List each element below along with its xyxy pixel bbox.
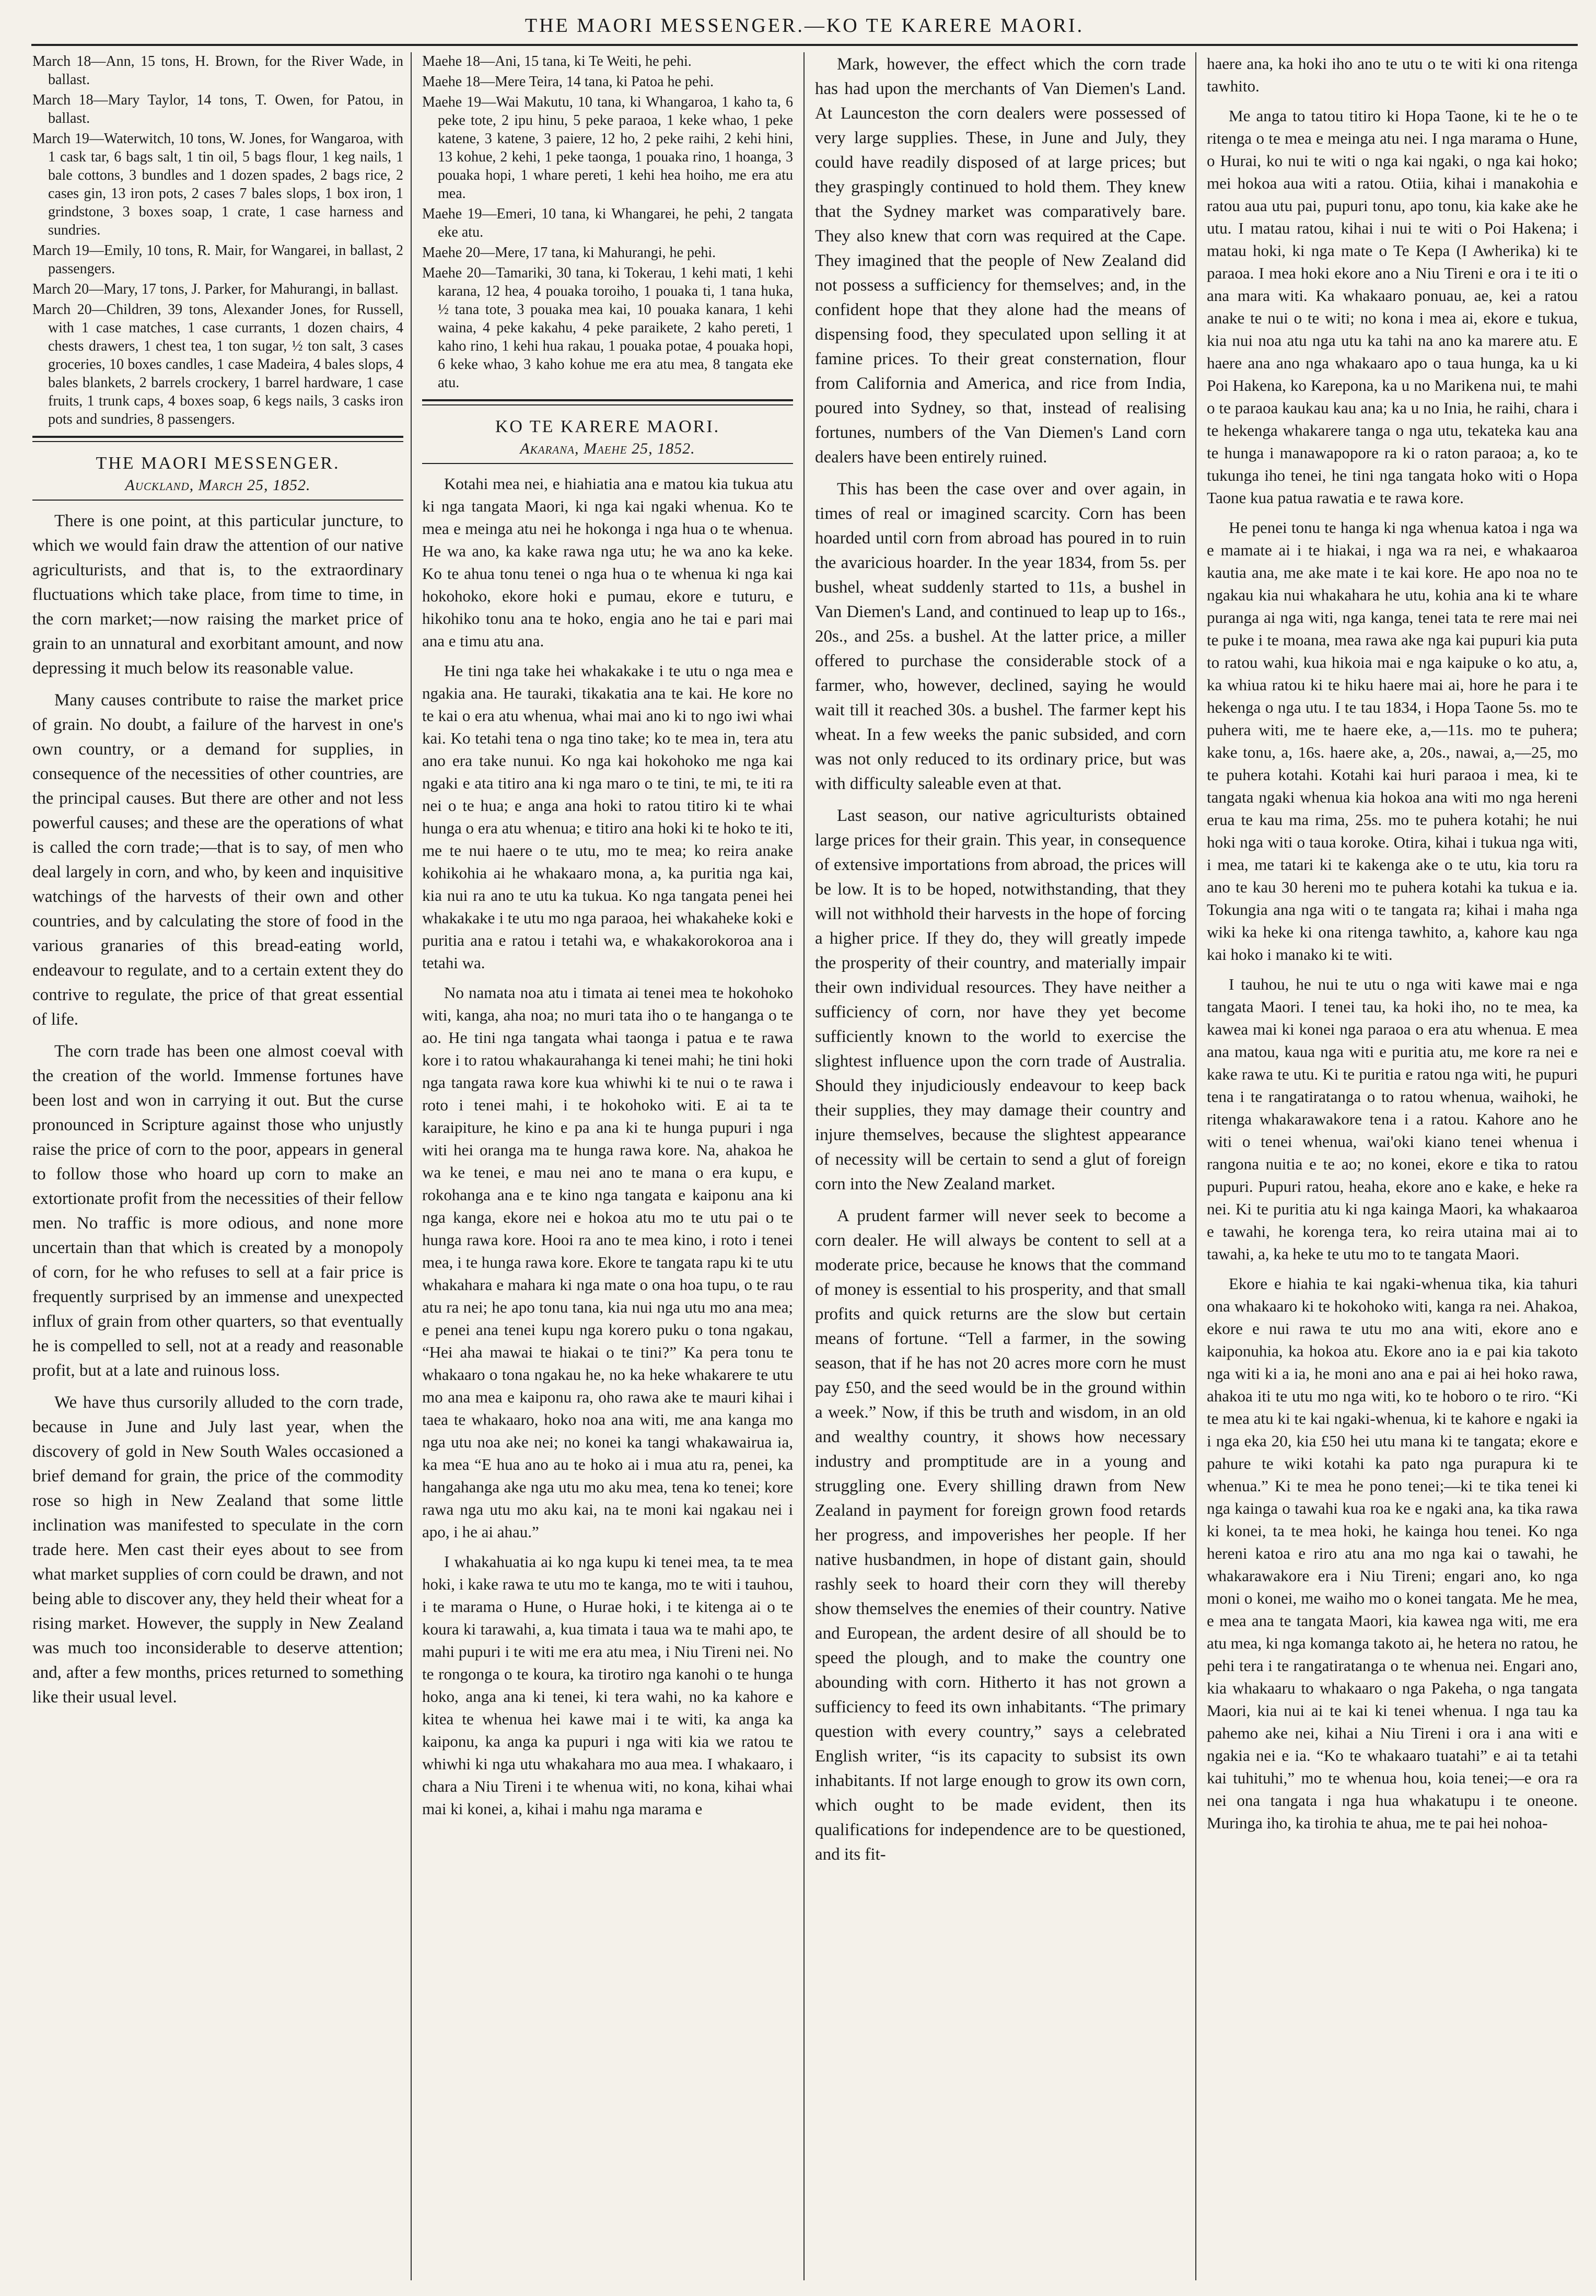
- article-paragraph: Mark, however, the effect which the corn trade has had upon the merchants of Van Diemen's Land. At Launceston the corn dealers were possessed of very large supplies. These, in June and July, they could have readily disposed of at large prices; but they graspingly continued to hold them. They knew that the Sydney market was comparatively bare. They also knew that corn was required at the Cape. They imagined that the people of New Zealand did not possess a sufficiency for themselves; and, in the confident hope that they alone had the means of dispensing food, they speculated upon selling it at famine prices. To their great consternation, flour from California and America, and rice from India, poured into Sydney, so that, instead of realising fortunes, numbers of the Van Diemen's Land corn dealers have been entirely ruined.: [815, 55, 1186, 467]
- article-paragraph: Kotahi mea nei, e hiahiatia ana e matou kia tukua atu ki nga tangata Maori, ki nga kai ngaki whenua. Ko te mea e meinga atu nei he hokonga i nga hua o te whenua. He wa ano, ka kake rawa nga utu; he wa ano ka keke. Ko te ahua tonu tenei o nga hua o te whenua ki nga kai hokohoko, ekore hoki e pumau, ekore e tuturu, e hikohiko tonu ana te hoko, engia ano he tai e pari mai ana e timu atu ana.: [422, 474, 793, 650]
- shipping-entry: March 18—Ann, 15 tons, H. Brown, for the River Wade, in ballast.: [32, 53, 403, 88]
- shipping-entry: Maehe 18—Ani, 15 tana, ki Te Weiti, he pehi.: [422, 53, 692, 69]
- section-rule: [32, 436, 403, 442]
- column-divider: [1195, 52, 1196, 2280]
- shipping-entry: March 19—Waterwitch, 10 tons, W. Jones, for Wangaroa, with 1 cask tar, 6 bags salt, 1 tin oil, 5 bags flour, 1 keg nails, 1 bale cottons, 3 bundles and 1 dozen spades, 2 bags rice, 2 cases gin, 13 iron pots, 2 cases 7 bales slops, 1 box iron, 1 grindstone, 3 boxes soap, 1 crate, 1 case harness and sundries.: [32, 131, 403, 238]
- english-dateline: Auckland, March 25, 1852.: [125, 477, 311, 494]
- shipping-list-maori: [422, 52, 793, 392]
- article-paragraph: Me anga to tatou titiro ki Hopa Taone, ki te he o te ritenga o te mea e meinga atu nei. I nga marama o Hune, o Hurai, ko nui te witi o nga kai ngaki, o nga kai hoko; mei hokoa aua witi a ratou. Otiia, kihai i manakohia e ratou aua utu pai, pupuri tonu, apo tonu, kia kake ake he utu. I matau ratou, kihai i nui te witi o Poi Hakena; i matau hoki, ki nga mate o Te Kepa (I Awherika) ki te paraoa. I mea hoki ekore ano a Niu Tireni e ora i te iti o ana mara witi. Ka whakaaro ponuau, ae, kei a ratou anake te nui o te witi; no kona i mea ai, ekore e tukua, kia nui noa atu nga utu ka tahi na ano ka marere atu. E haere ana ano nga whakaaro apo o taua hunga, ka u ki Poi Hakena, ko Karepona, ka u no Marikena nui, te mahi o te paraoa kaukau kau ana; ka u no Inia, he raihi, chara i te hekenga whakarere tanga o nga utu, tekateka kau ana te hunga i manawapopore ra ki o raton paraoa; a, ko te tukunga iho tenei, he tini nga tangata hoko witi o Hopa Taone kua patua rawatia e te rawa kore.: [1207, 107, 1578, 507]
- article-paragraph: Last season, our native agriculturists obtained large prices for their grain. This year, in consequence of extensive importations from abroad, the prices will be low. It is to be hoped, notwithstanding, that they will not withhold their harvests in the hope of forcing a higher price. If they do, they will greatly impede the prosperity of their country, and materially impair their own individual resources. They have neither a sufficiency of corn, nor have they yet become sufficiently known to the world to exercise the slightest influence upon the corn trade of Australia. Should they injudiciously endeavour to keep back their supplies, they may damage their country and injure themselves, because the slightest appearance of necessity will be certain to send a glut of foreign corn into the New Zealand market.: [815, 806, 1186, 1193]
- section-rule: [422, 399, 793, 405]
- maori-title: KO TE KARERE MAORI.: [495, 417, 720, 436]
- article-paragraph: Ekore e hiahia te kai ngaki-whenua tika, kia tahuri ona whakaaro ki te hokohoko witi, kanga ra nei. Ahakoa, ekore e nui rawa te utu mo ana witi, ekore ano e kaiponuhia, ka hokoa atu. Ekore ano ia e pai kia takoto nga witi ki a ia, he moni ano ana e pai ai hei hoko rawa, ahakoa iti te utu mo nga witi, ko te hoboro o te riro. “Ki te mea atu ki te kai ngaki-whenua, ki te kahore e ngaki ia i nga eka 20, kia £50 hei utu mana ki te tangata; ekore e pahure te wiki kotahi ka pato nga purapura ki te whenua.” Ki te mea he pono tenei;—ki te tika tenei ki nga kainga o tawahi kua roa ke e ngaki ana, ka tika rawa ki konei, ta te mea hoki, he kainga hou tenei. Ko nga hereni katoa e riro atu ana mo nga kai o tawahi, he whakarawakore era i Niu Tireni; engari ano, ko nga moni o konei, me waiho mo o konei tangata. Me he mea, e mea ana te tangata Maori, kia kawea nga witi, me era atu mea, ki nga komanga takoto ai, he hetera no ratou, he pehi tera i te rangatiratanga o te whenua nei. Engari ano, kia whakaaru to whakaaro o nga Pakeha, o nga tangata Maori, kia nui ai te kai ki tenei whenua. I nga tau ka pahemo ake nei, kihai a Niu Tireni i ora i ana witi e ngakia nei e ia. “Ko te whakaaro tuatahi” e ai ta tetahi kai tuhituhi,” mo te whenua hou, koia tenei;—e ora ra nei ona tangata i nga hua whakatupu i te oneone. Muringa iho, ka tirohia te ahua, me te pai hei nohoa-: [1207, 1274, 1578, 1832]
- article-paragraph: I whakahuatia ai ko nga kupu ki tenei mea, ta te mea hoki, i kake rawa te utu mo te kanga, mo te witi i tauhou, i te marama o Hune, o Hurae hoki, i te kitenga ai o te koura ki tarawahi, a, kua timata i taua wa te mahi apo, te mahi pupuri i te witi me era atu mea, i Niu Tireni nei. No te rongonga o te koura, ka tirotiro nga kanohi o te hunga hoko, anga ana ki tenei, ki tera wahi, no ka kahore e kitea te whenua hei kawe mai i te witi, ka anga ka kaiponu, ka anga ka pupuri i nga witi kia we ratou te whiwhi ki nga utu whakahara mo aua mea. I whakaaro, i chara a Niu Tireni i te whenua witi, no kona, kihai whai mai ki konei, a, kihai i mahu nga marama e: [422, 1552, 793, 1818]
- column-divider: [411, 52, 412, 2280]
- maori-masthead: [422, 413, 793, 464]
- column-maori-2: [1207, 52, 1578, 2280]
- article-paragraph: We have thus cursorily alluded to the corn trade, because in June and July last year, when the discovery of gold in New South Wales occasioned a brief demand for grain, the price of the commodity rose so high in New Zealand that some little inclination was manifested to speculate in the corn trade here. Men cast their eyes about to see from what market supplies of corn could be drawn, and not being able to discover any, they held their wheat for a rising market. However, the supply in New Zealand was much too inconsiderable to deserve attention; and, after a few months, prices returned to something like their usual level.: [32, 1393, 403, 1707]
- shipping-entry: Maehe 19—Wai Makutu, 10 tana, ki Whangaroa, 1 kaho ta, 6 peke tote, 2 ipu hinu, 5 peke paraoa, 1 keke whao, 1 peke katene, 3 katene, 3 paiere, 12 ho, 2 peke raihi, 2 kehi hini, 13 kohue, 2 kehi, 1 peke taonga, 1 pouaka rino, 1 hoanga, 3 pouaka hopi, 1 whare pereti, 1 kehi hea hoiho, me era atu mea.: [422, 94, 793, 202]
- shipping-entry: March 19—Emily, 10 tons, R. Mair, for Wangarei, in ballast, 2 passengers.: [32, 242, 403, 277]
- shipping-entry: March 20—Children, 39 tons, Alexander Jones, for Russell, with 1 case matches, 1 case currants, 1 dozen chairs, 4 chests drawers, 1 chest tea, 1 ton sugar, ½ ton salt, 3 cases groceries, 10 boxes candles, 1 case Madeira, 4 bales slops, 4 bales blankets, 2 barrels crockery, 1 barrel hardware, 1 case fruits, 1 trunk caps, 4 boxes soap, 6 kegs nails, 3 casks iron pots and sundries, 8 passengers.: [32, 302, 403, 427]
- article-paragraph: The corn trade has been one almost coeval with the creation of the world. Immense fortunes have been lost and won in carrying it out. But the curse pronounced in Scripture against those who unjustly raise the price of corn to the poor, appears in general to follow those who hoard up corn to make an extortionate profit from the necessities of their fellow men. No traffic is more odious, and none more uncertain than that which is created by a monopoly of corn, for he who refuses to sell at a fair price is frequently surprised by an immense and unexpected influx of grain from other quarters, so that eventually he is compelled to sell, not at a ready and reasonable profit, but at a late and ruinous loss.: [32, 1042, 403, 1380]
- column-maori-1: [422, 52, 793, 2280]
- column-english-1: [32, 52, 403, 2280]
- english-masthead: [32, 449, 403, 501]
- column-divider: [803, 52, 805, 2280]
- article-paragraph: He tini nga take hei whakakake i te utu o nga mea e ngakia ana. He tauraki, tikakatia ana te kai. He kore no te kai o era atu whenua, whai mai ano ki to ngo iwi whai kai. Ko tetahi tena o nga tino take; ko te mea in, tera atu ano era take nunui. Ko nga kai hokohoko me nga kai ngaki e ata titiro ana ki nga maro o te tini, te mi, te iti ra nei o te hua; e anga ana hoki to ratou titiro ki te whai hunga o era atu whenua; e titiro ana hoki ki te hoko te iti, me te nui haere o te utu, mo te mea; ko reira anake kohikohia ai he whakaaro mona, a, ka puritia nga kai, kia nui ra ano te utu ka tukua. Ko nga tangata penei hei whakakake i te utu mo nga paraoa, hei whakaheke koki e puritia ana e ratou i tetahi wa, e whakakorokoroa ana i tetahi wa.: [422, 662, 793, 972]
- english-title: THE MAORI MESSENGER.: [96, 454, 340, 473]
- shipping-entry: Maehe 20—Tamariki, 30 tana, ki Tokerau, 1 kehi mati, 1 kehi karana, 12 hea, 4 pouaka toroiho, 1 pouaka ti, 1 tana huka, ½ tana tote, 3 pouaka mea kai, 10 pouaka kanara, 1 kehi waina, 4 peke kakahu, 4 peke paraikete, 2 kaho pereti, 1 kaho rino, 1 kehi hua rakau, 1 pouaka potae, 4 pouaka hopi, 6 keke whao, 3 kaho kohue me era atu mea, 8 tangata eke atu.: [422, 265, 793, 391]
- article-paragraph: This has been the case over and over again, in times of real or imagined scarcity. Corn has been hoarded until corn from abroad has poured in to ruin the avaricious hoarder. In the year 1834, from 5s. per bushel, wheat suddenly started to 11s, a bushel in Van Diemen's Land, and continued to leap up to 16s., 20s., and 25s. a bushel. At the latter price, a miller offered to purchase the considerable stock of a farmer, who, however, declined, saying he would wait till it reached 30s. a bushel. The farmer kept his wheat. In a few weeks the panic subsided, and corn was not only reduced to its ordinary price, but was with difficulty saleable even at that.: [815, 480, 1186, 793]
- article-paragraph: No namata noa atu i timata ai tenei mea te hokohoko witi, kanga, aha noa; no muri tata iho o te hanganga o te ao. He tini nga tangata whai taonga i patua e te rawa kore i to ratou whakaurahanga ki tenei mahi; he tini hoki nga tangata rawa kore kua whiwhi ki te nui o te rawa i roto i tenei mahi, i te hokohoko witi. E ai ta te karaipiture, he kino e pa ana ki te hunga pupuri i nga witi hei oranga ma te hunga rawa kore. Na, ahakoa he wa ke tenei, e mau nei ano te mana o era kupu, e rokohanga ana e te kino nga tangata e kaiponu ana ki nga kanga, ekore nei e hokoa atu mo te utu pai o te hunga rawa kore. Hooi ra ano te mea kino, i roto i tenei mea, i te hunga rawa kore. Ekore te tangata rapu ki te utu whakahara e mahara ki nga mate o ona hoa tupu, o te rau atu ra nei; he apo tonu tana, kia nui nga utu mo ana mea; e penei ana tenei kupu nga korero puku o tona ngakau, “Hei aha mawai te hiakai o te tini?” Ka pera tonu te whakaaro o tona ngakau he, no ka heke whakarere te utu mo ana mea e kaiponu ra, oho rawa ake te mauri kihai i taea te whakaaro, hoko noa ana witi, me ana kanga mo nga utu noa ake nei; no konei ka tangi whakawairua ia, ka mea “E hua ano au te hoko ai i mua atu ra, penei, ka hangahanga ake nga utu mo aku mea, tena ko tenei; kore rawa nga utu mo aku kai, na te moni kai ngakau nei i apo, i he ai ahau.”: [422, 983, 793, 1541]
- maori-article: [422, 472, 793, 1820]
- article-paragraph: Many causes contribute to raise the market price of grain. No doubt, a failure of the harvest in one's own country, or a demand for supplies, in consequence of the necessities of other countries, are the principal causes. But there are other and not less powerful causes; and these are the operations of what is called the corn trade;—that is to say, of men who deal largely in corn, and who, by keen and inquisitive watchings of the harvests of their own and other countries, and by calculating the store of food in the various granaries of this bread-eating world, endeavour to regulate, and to a certain extent they do contrive to regulate, the price of that great essential of life.: [32, 691, 403, 1029]
- article-paragraph: I tauhou, he nui te utu o nga witi kawe mai e nga tangata Maori. I tenei tau, ka hoki iho, no te mea, ka kawea mai ki konei nga paraoa o era atu whenua. E mea ana matou, kaua nga witi e puritia atu, me kore ra nei e kake rawa te utu. Ki te puritia e ratou nga witi, he pupuri tena i te rangatiratanga o to ratou whenua, waihoki, he ritenga whakarawakore tena i a ratou. Kahore ano he witi o tenei whenua, wai'oki kiano tenei whenua i rangona nuitia e te ao; no konei, ekore e tika to ratou pupuri. Pupuri ratou, heaha, ekore ano e kake, e heke ra nei. Ki te puritia atu ki nga kainga Maori, ka whakaaroa e tawahi, he korenga tera, ko reira utaina mai ai to tawahi, a, ka heke te utu mo to te tangata Maori.: [1207, 975, 1578, 1263]
- shipping-entry: Maehe 18—Mere Teira, 14 tana, ki Patoa he pehi.: [422, 74, 714, 90]
- article-paragraph: There is one point, at this particular juncture, to which we would fain draw the attention of our native agriculturists, and that is, to the extraordinary fluctuations which take place, from time to time, in the corn market;—now raising the market price of grain to an unnatural and exorbitant amount, and now depressing it much below its reasonable value.: [32, 512, 403, 678]
- shipping-entry: March 18—Mary Taylor, 14 tons, T. Owen, for Patou, in ballast.: [32, 92, 403, 126]
- shipping-entry: March 20—Mary, 17 tons, J. Parker, for Mahurangi, in ballast.: [32, 281, 399, 297]
- masthead-rule: [31, 44, 1578, 46]
- shipping-entry: Maehe 20—Mere, 17 tana, ki Mahurangi, he pehi.: [422, 245, 716, 261]
- maori-dateline: Akarana, Maehe 25, 1852.: [520, 440, 695, 457]
- shipping-entry: Maehe 19—Emeri, 10 tana, ki Whangarei, he pehi, 2 tangata eke atu.: [422, 206, 793, 240]
- article-paragraph: haere ana, ka hoki iho ano te utu o te witi ki ona ritenga tawhito.: [1207, 54, 1578, 95]
- masthead: THE MAORI MESSENGER.—KO TE KARERE MAORI.: [525, 15, 1085, 37]
- article-paragraph: He penei tonu te hanga ki nga whenua katoa i nga wa e mamate ai i te hiakai, i nga wa ra nei, e whakaaroa kautia ana, me ake mate i te kai kore. He apo noa no te ngakau kia nui whakahara he utu, kohia ana ki te whare puranga ai nga witi, nga kanga, tenei tata te rere mai nei te puke i te moana, mea rawa ake nga kai pupuri kia puta to ratou wahi, kua hikoia mai e nga kaipuke o ko atu, a, ka whiua ratou ki te hiku haere mai ai, hore he para i te hekenga o nga utu. I te tau 1834, i Hopa Taone 5s. mo te puhera witi, me te haere eke, a,—11s. mo te puhera; kake tonu, a, 16s. haere ake, a, 20s., nawai, a,—25, mo te puhera kotahi. Kotahi kai huri paraoa i mea, ki te tangata ngaki whenua kia hokoa ana witi mo nga hereni erua te kau ma rima, 25s. mo te puhera kotahi; he nui hoki nga witi o taua koroke. Otira, kihai i tukua nga witi, i mea, me tatari ki te kakenga ake o te utu, kia toru ra ano te kau 30 hereni mo te puhera kotahi ka tukua e ia. Tokungia ana nga witi o te tangata ra; kihai i maha nga wiki ka heke ki ona ritenga tawhito, a, kahore kau nga kai hoko i manako ki te witi.: [1207, 518, 1578, 964]
- shipping-list-english: [32, 52, 403, 428]
- column-english-2: [815, 52, 1186, 2280]
- english-article: [32, 509, 403, 1710]
- article-paragraph: A prudent farmer will never seek to become a corn dealer. He will always be content to sell at a moderate price, because he knows that the command of money is essential to his prosperity, and that small profits and quick returns are the slow but certain means of fortune. “Tell a farmer, in the sowing season, that if he has not 20 acres more corn he must pay £50, and the seed would be in the ground within a week.” Now, if this be truth and wisdom, in an old and wealthy country, it shows how necessary industry and promptitude are in a young and struggling one. Every shilling drawn from New Zealand in payment for foreign grown food retards her progress, and impoverishes her people. If her native husbandmen, in hope of distant gain, should rashly seek to hoard their corn they will thereby show themselves the enemies of their country. Native and European, the ardent desire of all should be to speed the plough, and to make the country one abounding with corn. Hitherto it has not grown a sufficiency to feed its own inhabitants. “The primary question with every country,” says a celebrated English writer, “is its capacity to subsist its own inhabitants. If not large enough to grow its own corn, which ought to be made evident, then its qualifications for independence are to be questioned, and its fit-: [815, 1207, 1186, 1864]
